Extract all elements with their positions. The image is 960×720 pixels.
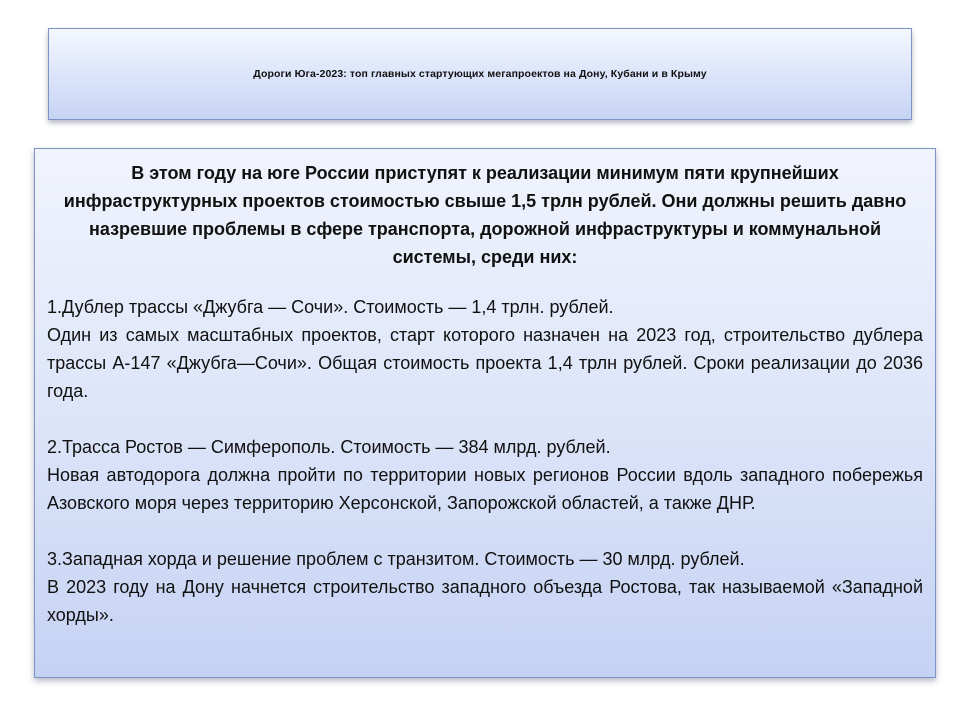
- project-item-2: [47, 433, 923, 517]
- project-title: 3.Западная хорда и решение проблем с транзитом. Стоимость — 30 млрд. рублей.: [47, 549, 745, 569]
- project-description: Один из самых масштабных проектов, старт которого назначен на 2023 год, строительство дублера трассы А-147 «Джубга—Сочи». Общая стоимость проекта 1,4 трлн рублей. Сроки реализации до 2036 года.: [47, 325, 923, 401]
- content-box: [34, 148, 936, 678]
- slide-title: Дороги Юга-2023: топ главных стартующих мегапроектов на Дону, Кубани и в Крыму: [253, 68, 707, 80]
- project-description: В 2023 году на Дону начнется строительство западного объезда Ростова, так называемой «Западной хорды».: [47, 577, 923, 625]
- project-item-1: [47, 293, 923, 405]
- project-title: 1.Дублер трассы «Джубга — Сочи». Стоимость — 1,4 трлн. рублей.: [47, 297, 614, 317]
- project-title: 2.Трасса Ростов — Симферополь. Стоимость — 384 млрд. рублей.: [47, 437, 611, 457]
- intro-paragraph: В этом году на юге России приступят к реализации минимум пяти крупнейших инфраструктурных проектов стоимостью свыше 1,5 трлн рублей. Они должны решить давно назревшие проблемы в сфере транспорта, дорожной инфраструктуры и коммунальной системы, среди них:: [63, 163, 907, 267]
- project-description: Новая автодорога должна пройти по территории новых регионов России вдоль западного побережья Азовского моря через территорию Херсонской, Запорожской областей, а также ДНР.: [47, 465, 923, 513]
- title-box: [48, 28, 912, 120]
- project-item-3: [47, 545, 923, 629]
